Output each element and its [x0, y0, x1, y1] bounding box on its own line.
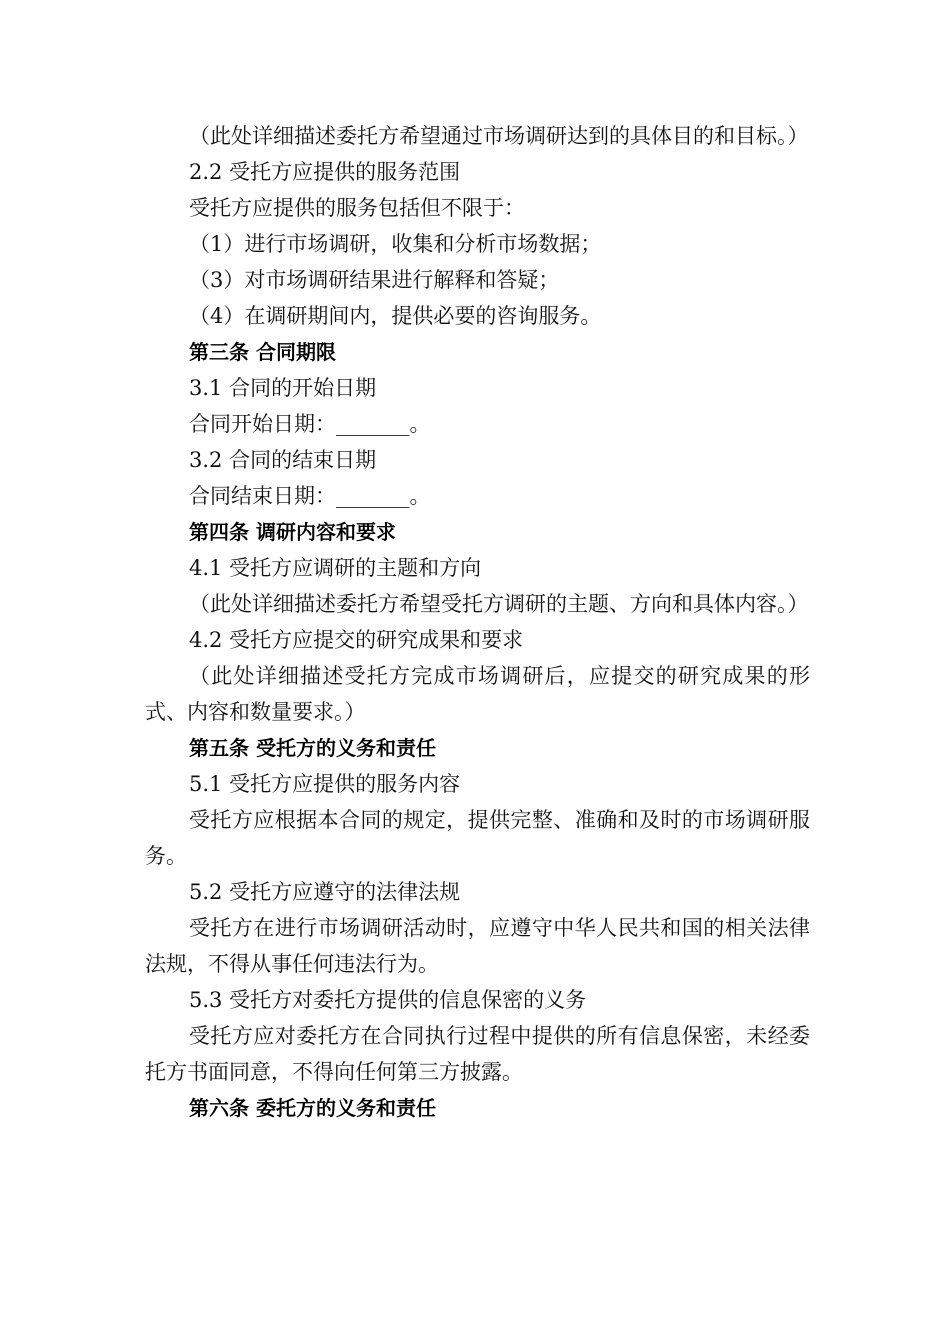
- contract-start-date: 合同开始日期：_______。: [189, 412, 431, 436]
- list-item-service-3: （3）对市场调研结果进行解释和答疑；: [189, 268, 560, 292]
- paragraph-purpose-note: （此处详细描述委托方希望通过市场调研达到的具体目的和目标。）: [189, 124, 809, 148]
- clause-5-2-title: 5.2 受托方应遵守的法律法规: [189, 880, 461, 904]
- paragraph-legal-compliance: 受托方在进行市场调研活动时，应遵守中华人民共和国的相关法律法规，不得从事任何违法行为。: [145, 916, 810, 976]
- paragraph-confidentiality: 受托方应对委托方在合同执行过程中提供的所有信息保密，未经委托方书面同意，不得向任何第三方披露。: [145, 1024, 810, 1084]
- contract-end-date: 合同结束日期：_______。: [189, 484, 431, 508]
- document-body: [145, 118, 810, 1126]
- clause-3-1-title: 3.1 合同的开始日期: [189, 376, 377, 400]
- clause-4-2-title: 4.2 受托方应提交的研究成果和要求: [189, 628, 524, 652]
- clause-3-2-title: 3.2 合同的结束日期: [189, 448, 377, 472]
- clause-4-1-title: 4.1 受托方应调研的主题和方向: [189, 556, 482, 580]
- article-3-heading: 第三条 合同期限: [189, 340, 336, 364]
- paragraph-service-content: 受托方应根据本合同的规定，提供完整、准确和及时的市场调研服务。: [145, 808, 810, 868]
- article-5-heading: 第五条 受托方的义务和责任: [189, 736, 436, 760]
- article-4-heading: 第四条 调研内容和要求: [189, 520, 396, 544]
- paragraph-service-intro: 受托方应提供的服务包括但不限于：: [189, 196, 525, 220]
- clause-5-3-title: 5.3 受托方对委托方提供的信息保密的义务: [189, 988, 587, 1012]
- article-6-heading: 第六条 委托方的义务和责任: [189, 1096, 436, 1120]
- paragraph-deliverables-note: （此处详细描述受托方完成市场调研后，应提交的研究成果的形式、内容和数量要求。）: [145, 664, 810, 724]
- list-item-service-1: （1）进行市场调研，收集和分析市场数据；: [189, 232, 602, 256]
- clause-2-2-title: 2.2 受托方应提供的服务范围: [189, 160, 461, 184]
- paragraph-topic-note: （此处详细描述委托方希望受托方调研的主题、方向和具体内容。）: [189, 592, 809, 616]
- clause-5-1-title: 5.1 受托方应提供的服务内容: [189, 772, 461, 796]
- list-item-service-4: （4）在调研期间内，提供必要的咨询服务。: [189, 304, 602, 328]
